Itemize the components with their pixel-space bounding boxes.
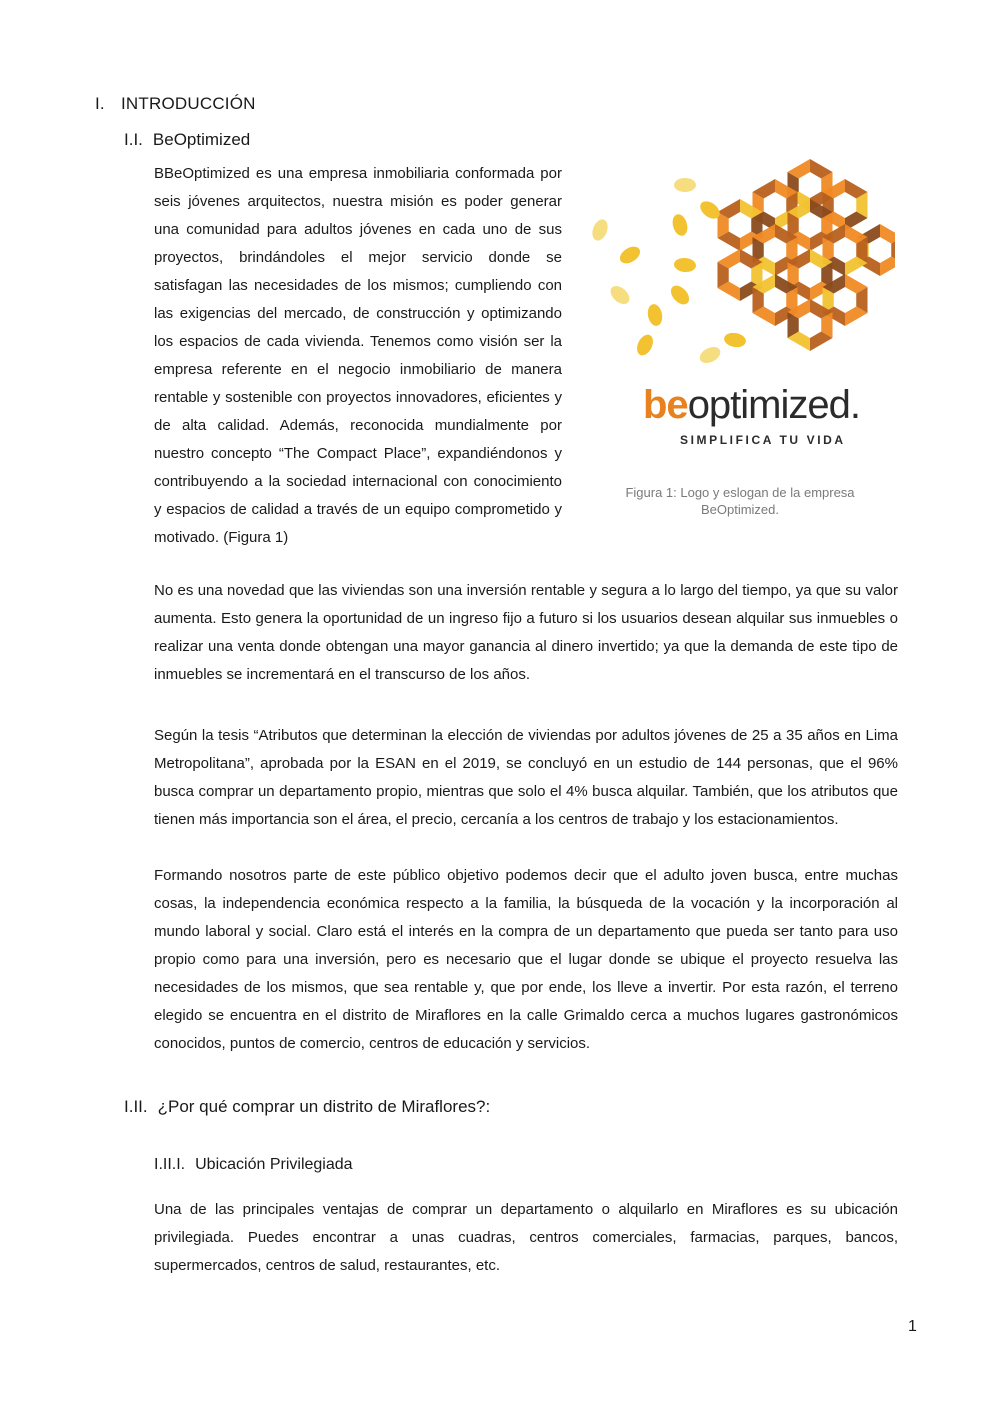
- petal-shape: [674, 178, 696, 192]
- petal-shape: [697, 344, 723, 366]
- petal-shape: [723, 331, 747, 349]
- page-number: 1: [908, 1318, 917, 1335]
- subsection-number: I.I.: [124, 130, 143, 149]
- subsection-heading-miraflores: [124, 1097, 490, 1117]
- petal-shape: [617, 243, 643, 267]
- paragraph-thesis: Según la tesis “Atributos que determinan la elección de viviendas por adultos jóvenes de 25 a 35 años en Lima Metropolitana”, aprobada por la ESAN en el 2019, se concluyó en un estudio de 144 personas, que el 96% busca comprar un departamento propio, mientras que solo el 4% busca alquilar. También, que los atributos que tienen más importancia son el área, el precio, cercanía a los centros de trabajo y los estacionamientos.: [154, 727, 898, 828]
- subsection-title: ¿Por qué comprar un distrito de Miraflores?:: [157, 1097, 491, 1116]
- figure-logo: [585, 155, 895, 517]
- subsubsection-heading-location: [154, 1156, 353, 1174]
- hexagon-segment: [880, 224, 895, 244]
- brand-suffix: optimized.: [687, 383, 860, 427]
- section-number: I.: [95, 94, 105, 113]
- brand-prefix: be: [643, 383, 688, 427]
- petal-shape: [673, 257, 696, 273]
- intro-paragraph: BBeOptimized es una empresa inmobiliaria conformada por seis jóvenes arquitectos, nuestra misión es poder generar una comunidad para adultos jóvenes en cada uno de sus proyectos, brindándoles el mejor servicio donde se satisfagan las necesidades de los mismos; cumpliendo con las exigencias del mercado, de construcción y optimizando los espacios de cada vivienda. Tenemos como visión ser la empresa referente en el negocio inmobiliario de manera rentable y sostenible con proyectos innovadores, eficientes y de alta calidad. Además, reconocida mundialmente por nuestro concepto “The Compact Place”, expandiéndonos y contribuyendo a la sociedad internacional con conocimiento y espacios de calidad a través de un equipo comprometido y motivado. (Figura 1): [154, 165, 562, 546]
- petal-shape: [646, 303, 664, 327]
- figure-caption: Figura 1: Logo y eslogan de la empresa BeOptimized.: [625, 485, 855, 517]
- hexagon-segment: [880, 257, 895, 277]
- subsection-number: I.II.: [124, 1097, 148, 1116]
- paragraph-target-audience: Formando nosotros parte de este público objetivo podemos decir que el adulto joven busca, entre muchas cosas, la independencia económica respecto a la familia, la búsqueda de la vocación y la incorporación al mundo laboral y social. Claro está el interés en la compra de un departamento que pueda ser tanto para uso propio como para una inversión, pero es necesario que el lugar donde se ubique el proyecto resuelva las necesidades de los mismos, que sea rentable y, que por ende, los lleve a invertir. Por esta razón, el terreno elegido se encuentra en el distrito de Miraflores en la calle Grimaldo cerca a muchos lugares gastronómicos conocidos, puntos de comercio, centros de educación y servicios.: [154, 867, 898, 1052]
- petal-shape: [634, 332, 656, 358]
- honeycomb-logo-icon: [585, 155, 895, 375]
- paragraph-investment: No es una novedad que las viviendas son una inversión rentable y segura a lo largo del tiempo, ya que su valor aumenta. Esto genera la oportunidad de un ingreso fijo a futuro si los usuarios desean alquilar sus inmuebles o realizar una venta donde obtengan una mayor ganancia al dinero invertido; ya que la demanda de este tipo de inmuebles se incrementará en el transcurso de los años.: [154, 582, 898, 683]
- subsubsection-title: Ubicación Privilegiada: [195, 1156, 353, 1173]
- paragraph-location: Una de las principales ventajas de comprar un departamento o alquilarlo en Miraflores es su ubicación privilegiada. Puedes encontrar a unas cuadras, centros comerciales, farmacias, parques, bancos, supermercados, centros de salud, restaurantes, etc.: [154, 1201, 898, 1274]
- brand-slogan: SIMPLIFICA TU VIDA: [680, 433, 846, 447]
- brand-wordmark: [643, 383, 860, 428]
- section-title: INTRODUCCIÓN: [121, 94, 256, 113]
- petal-shape: [607, 282, 633, 307]
- section-heading: [95, 94, 256, 114]
- petal-shape: [667, 282, 692, 308]
- subsubsection-number: I.II.I.: [154, 1156, 186, 1173]
- petal-shape: [590, 217, 611, 243]
- subsection-title: BeOptimized: [152, 130, 251, 149]
- subsection-heading-beoptimized: [124, 130, 250, 150]
- petal-shape: [670, 212, 690, 237]
